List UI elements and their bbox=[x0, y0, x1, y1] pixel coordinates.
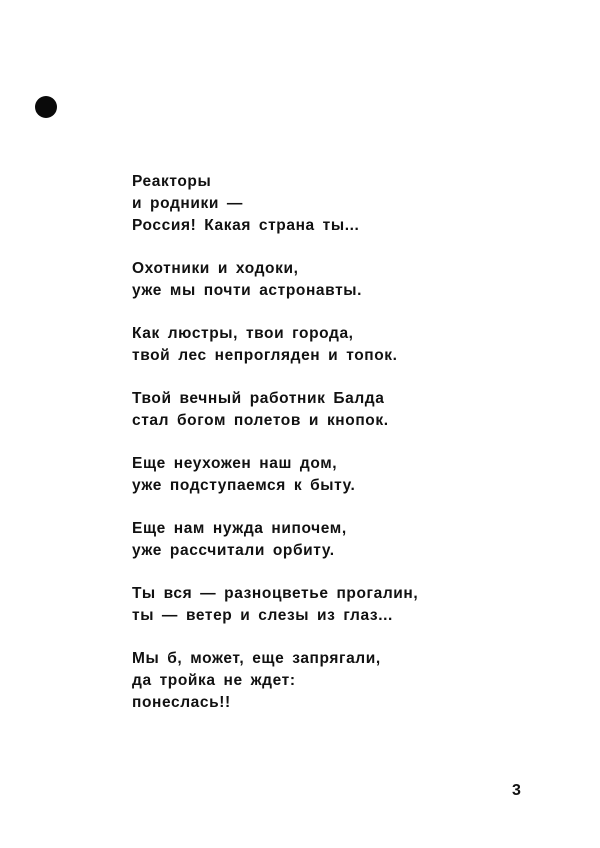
poem-line: и родники — bbox=[132, 195, 243, 212]
stanza bbox=[132, 171, 552, 237]
poem-line: Охотники и ходоки, bbox=[132, 260, 299, 277]
poem-line: уже подступаемся к быту. bbox=[132, 477, 356, 494]
poem-line: Еще неухожен наш дом, bbox=[132, 455, 338, 472]
stanza bbox=[132, 518, 552, 562]
poem-line: Как люстры, твои города, bbox=[132, 325, 354, 342]
poem-line: Реакторы bbox=[132, 173, 212, 190]
poem-line: уже мы почти астронавты. bbox=[132, 282, 363, 299]
page-number: 3 bbox=[512, 782, 521, 799]
stanza bbox=[132, 258, 552, 302]
poem-line: Мы б, может, еще запрягали, bbox=[132, 650, 381, 667]
poem-line: твой лес непрогляден и топок. bbox=[132, 347, 398, 364]
stanza bbox=[132, 648, 552, 714]
bullet-dot bbox=[35, 96, 57, 118]
poem bbox=[132, 171, 552, 735]
stanza bbox=[132, 583, 552, 627]
stanza bbox=[132, 453, 552, 497]
poem-line: уже рассчитали орбиту. bbox=[132, 542, 335, 559]
stanza bbox=[132, 388, 552, 432]
poem-line: стал богом полетов и кнопок. bbox=[132, 412, 389, 429]
poem-line: понеслась!! bbox=[132, 694, 231, 711]
poem-line: ты — ветер и слезы из глаз... bbox=[132, 607, 393, 624]
poem-line: Россия! Какая страна ты... bbox=[132, 217, 360, 234]
poem-line: Ты вся — разноцветье прогалин, bbox=[132, 585, 419, 602]
poem-line: да тройка не ждет: bbox=[132, 672, 296, 689]
poem-line: Еще нам нужда нипочем, bbox=[132, 520, 347, 537]
poem-line: Твой вечный работник Балда bbox=[132, 390, 385, 407]
stanza bbox=[132, 323, 552, 367]
